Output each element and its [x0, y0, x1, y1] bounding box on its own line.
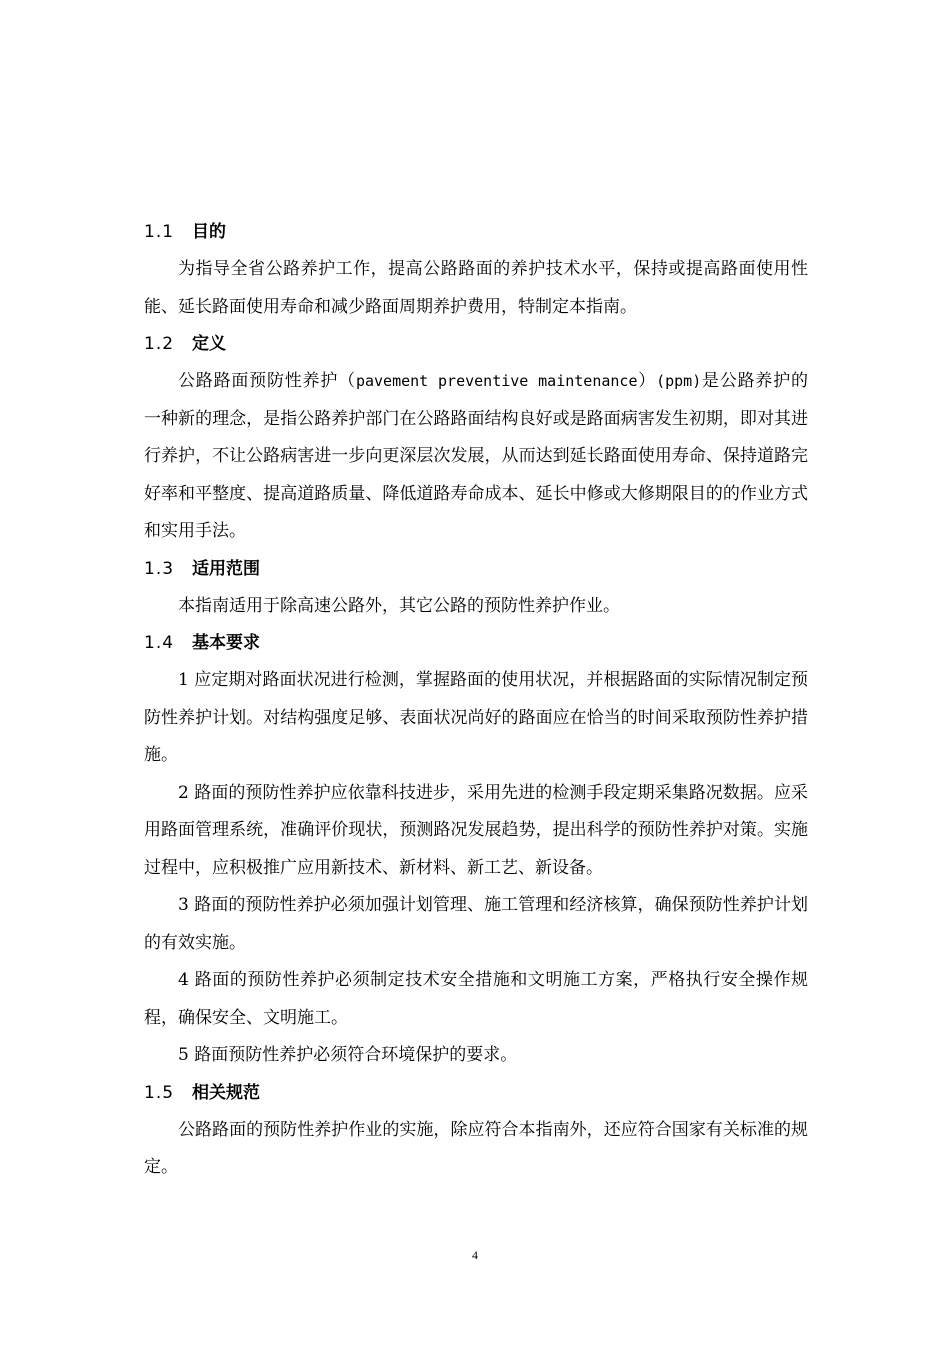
requirement-item-2: 2 路面的预防性养护应依靠科技进步，采用先进的检测手段定期采集路况数据。应采用路面管理系统，准确评价现状，预测路况发展趋势，提出科学的预防性养护对策。实施过程中，应积极推广应用新技术、新材料、新工艺、新设备。	[144, 782, 808, 878]
section-heading-1-2	[144, 326, 808, 363]
section-number: 1.2	[144, 334, 175, 354]
definition-english: pavement preventive maintenance	[355, 372, 638, 390]
section-title: 目的	[192, 222, 226, 242]
definition-close-paren: ）	[637, 371, 657, 391]
section-heading-1-1	[144, 214, 808, 251]
definition-term: 公路路面预防性养护	[178, 371, 339, 391]
definition-open-paren: （	[338, 371, 356, 391]
section-heading-1-3	[144, 551, 808, 588]
section-paragraph: 本指南适用于除高速公路外，其它公路的预防性养护作业。	[178, 595, 620, 616]
section-heading-1-4	[144, 625, 808, 662]
definition-abbr: (ppm)	[656, 372, 702, 390]
definition-paragraph	[144, 363, 808, 551]
page-number: 4	[472, 1248, 478, 1262]
requirement-item-5: 5 路面预防性养护必须符合环境保护的要求。	[178, 1045, 518, 1065]
section-title: 适用范围	[192, 558, 260, 579]
section-number: 1.3	[144, 558, 175, 579]
section-number: 1.1	[144, 222, 175, 242]
section-title: 基本要求	[192, 633, 260, 653]
definition-body: 是公路养护的一种新的理念，是指公路养护部门在公路路面结构良好或是路面病害发生初期，即对其进行养护，不让公路病害进一步向更深层次发展，从而达到延长路面使用寿命、保持道路完好率和平整度、提高道路质量、降低道路寿命成本、延长中修或大修期限目的的作业方式和实用手法。	[144, 371, 809, 541]
page-content	[144, 214, 808, 1187]
section-paragraph: 为指导全省公路养护工作，提高公路路面的养护技术水平，保持或提高路面使用性能、延长路面使用寿命和减少路面周期养护费用，特制定本指南。	[144, 259, 808, 317]
requirement-item-4: 4 路面的预防性养护必须制定技术安全措施和文明施工方案，严格执行安全操作规程，确保安全、文明施工。	[144, 970, 808, 1028]
requirement-item-1: 1 应定期对路面状况进行检测，掌握路面的使用状况，并根据路面的实际情况制定预防性养护计划。对结构强度足够、表面状况尚好的路面应在恰当的时间采取预防性养护措施。	[144, 670, 808, 765]
section-number: 1.5	[144, 1082, 175, 1103]
requirement-item-3: 3 路面的预防性养护必须加强计划管理、施工管理和经济核算，确保预防性养护计划的有效实施。	[144, 895, 808, 953]
section-number: 1.4	[144, 633, 175, 653]
section-paragraph: 公路路面的预防性养护作业的实施，除应符合本指南外，还应符合国家有关标准的规定。	[144, 1119, 808, 1177]
section-title: 定义	[192, 334, 226, 354]
section-heading-1-5	[144, 1075, 808, 1112]
section-title: 相关规范	[192, 1082, 260, 1103]
